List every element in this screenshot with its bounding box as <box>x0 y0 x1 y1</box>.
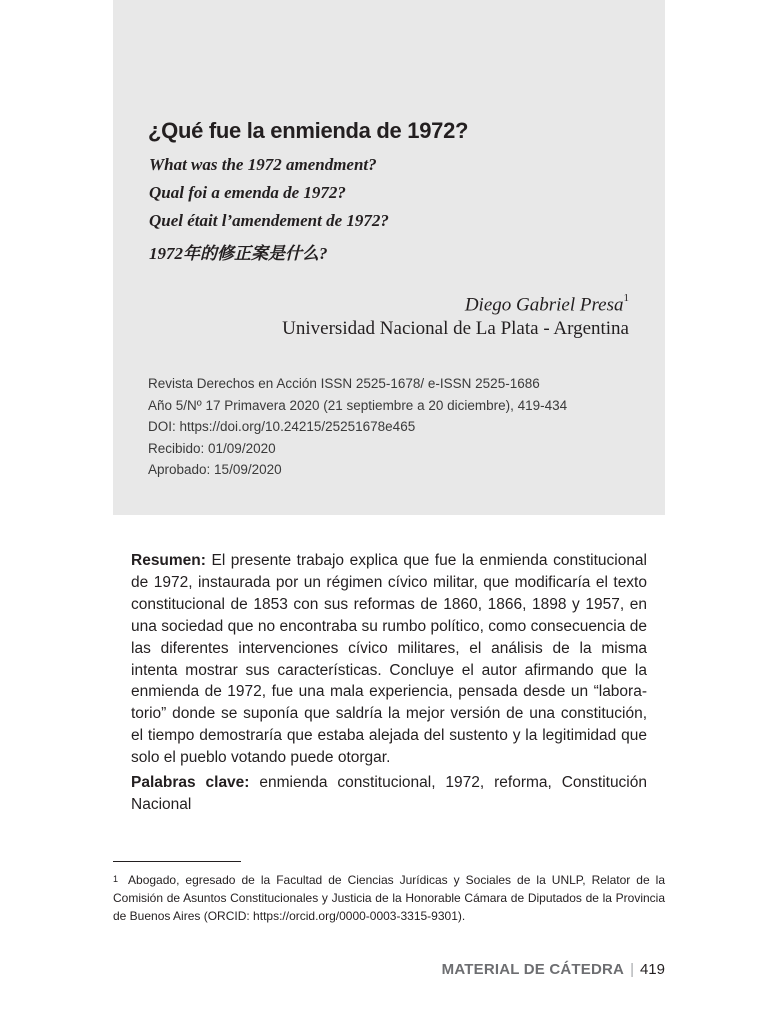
author-line <box>465 294 629 316</box>
publication-metadata <box>148 373 567 481</box>
abstract-label: Resumen: <box>131 552 206 569</box>
footer-separator: | <box>630 961 634 978</box>
footnote <box>113 871 665 925</box>
footnote-mark: 1 <box>113 874 119 884</box>
received-date: Recibido: 01/09/2020 <box>148 440 276 456</box>
article-title: ¿Qué fue la enmienda de 1972? <box>148 118 469 143</box>
keywords-text: enmienda constitucional, 1972, reforma, Constitución Nacional <box>131 774 647 813</box>
title-chinese: 1972年的修正案是什么? <box>149 244 328 263</box>
abstract-text: El presente trabajo explica que fue la enmienda constitucional de 1972, instaurada por un régimen cívico militar, que modificaría el texto constitucional de 1853 con sus reformas de 1860, 1866, 1898 y 1957, en una sociedad que no encontraba su rumbo político, como consecuencia de las diferentes intervenciones cívico militares, el análisis de la misma intenta mostrar sus características. Concluye el autor afirmando que la enmienda de 1972, fue una mala experiencia, pensada desde un “labora-torio” donde se suponía que saldría la mejor versión de una constitución, el tiempo demostraría que estaba alejada del sustento y la legitimidad que solo el pueblo votando puede otorgar. <box>131 552 647 767</box>
running-footer <box>442 961 665 978</box>
doi[interactable]: DOI: https://doi.org/10.24215/25251678e465 <box>148 419 416 434</box>
footnote-text: Abogado, egresado de la Facultad de Ciencias Jurídicas y Sociales de la UNLP, Relator de la Comisión de Asuntos Constitucionales y Justicia de la Honorable Cámara de Diputados de la Provincia de Buenos Aires (ORCID: https://orcid.org/0000-0003-3315-9301). <box>113 873 665 923</box>
keywords <box>131 772 647 816</box>
author-affiliation: Universidad Nacional de La Plata - Argentina <box>282 318 629 339</box>
issue-info: Año 5/Nº 17 Primavera 2020 (21 septiembre a 20 diciembre), 419-434 <box>148 397 568 413</box>
abstract <box>131 550 647 769</box>
author-footnote-mark[interactable]: 1 <box>623 292 629 304</box>
author-name: Diego Gabriel Presa <box>464 294 624 316</box>
keywords-label: Palabras clave: <box>131 774 250 791</box>
footnote-divider <box>113 861 241 862</box>
title-french: Quel était l’amendement de 1972? <box>149 211 389 230</box>
journal-issn: Revista Derechos en Acción ISSN 2525-1678/ e-ISSN 2525-1686 <box>148 376 540 391</box>
section-name: MATERIAL DE CÁTEDRA <box>441 961 625 978</box>
title-english: What was the 1972 amendment? <box>149 155 377 174</box>
approved-date: Aprobado: 15/09/2020 <box>148 462 282 477</box>
page-number: 419 <box>639 961 665 978</box>
title-portuguese: Qual foi a emenda de 1972? <box>149 183 346 202</box>
